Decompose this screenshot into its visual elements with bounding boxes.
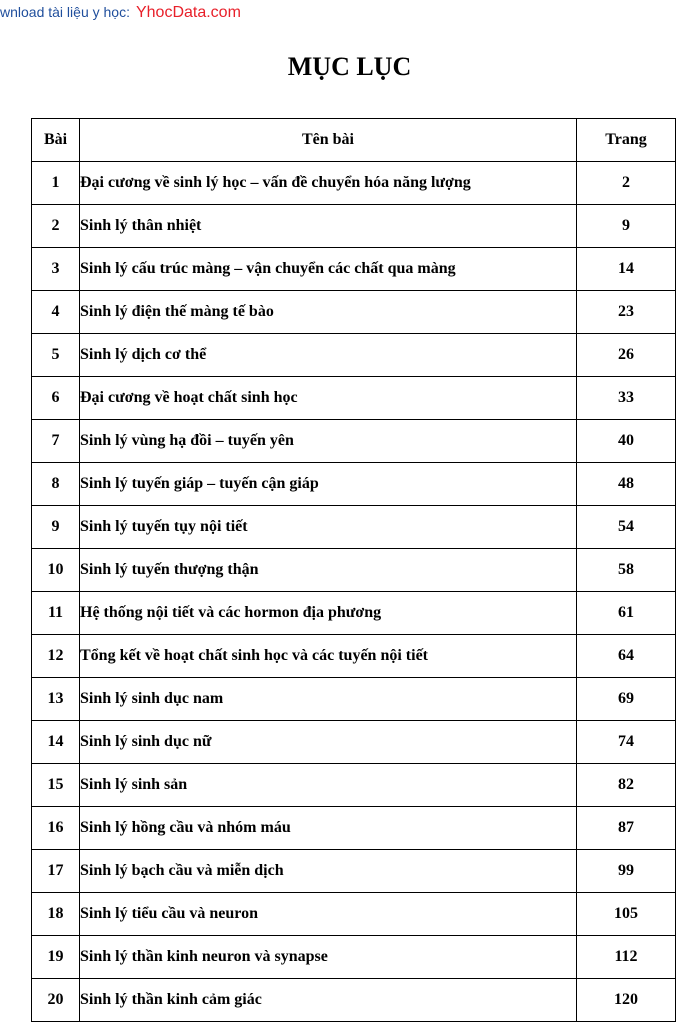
lesson-name: Sinh lý sinh dục nữ <box>80 721 577 764</box>
table-row <box>32 721 676 764</box>
header-lesson-number: Bài <box>32 119 80 162</box>
table-row <box>32 162 676 205</box>
table-row <box>32 979 676 1022</box>
table-row <box>32 764 676 807</box>
page-number: 58 <box>577 549 676 592</box>
lesson-number: 10 <box>32 549 80 592</box>
lesson-number: 20 <box>32 979 80 1022</box>
lesson-number: 3 <box>32 248 80 291</box>
header-page: Trang <box>577 119 676 162</box>
page-number: 33 <box>577 377 676 420</box>
page-number: 2 <box>577 162 676 205</box>
page-title: MỤC LỤC <box>287 52 412 81</box>
page-number: 99 <box>577 850 676 893</box>
lesson-number: 2 <box>32 205 80 248</box>
page-number: 48 <box>577 463 676 506</box>
table-row <box>32 248 676 291</box>
lesson-name: Đại cương về hoạt chất sinh học <box>80 377 577 420</box>
lesson-name: Sinh lý tuyến thượng thận <box>80 549 577 592</box>
page-number: 87 <box>577 807 676 850</box>
lesson-name: Sinh lý cấu trúc màng – vận chuyển các chất qua màng <box>80 248 577 291</box>
table-row <box>32 635 676 678</box>
lesson-number: 11 <box>32 592 80 635</box>
lesson-name: Sinh lý sinh dục nam <box>80 678 577 721</box>
watermark <box>0 2 241 22</box>
table-row <box>32 549 676 592</box>
page-number: 9 <box>577 205 676 248</box>
table-row <box>32 936 676 979</box>
table-row <box>32 291 676 334</box>
lesson-number: 4 <box>32 291 80 334</box>
lesson-number: 5 <box>32 334 80 377</box>
lesson-name: Hệ thống nội tiết và các hormon địa phương <box>80 592 577 635</box>
lesson-number: 6 <box>32 377 80 420</box>
page-number: 26 <box>577 334 676 377</box>
lesson-name: Sinh lý tiểu cầu và neuron <box>80 893 577 936</box>
page-number: 69 <box>577 678 676 721</box>
table-row <box>32 893 676 936</box>
toc-table <box>31 118 676 1022</box>
lesson-number: 9 <box>32 506 80 549</box>
page-number: 54 <box>577 506 676 549</box>
watermark-brand-link[interactable]: YhocData.com <box>135 4 241 21</box>
lesson-number: 14 <box>32 721 80 764</box>
lesson-number: 15 <box>32 764 80 807</box>
lesson-number: 12 <box>32 635 80 678</box>
lesson-name: Sinh lý thần kinh cảm giác <box>80 979 577 1022</box>
table-row <box>32 506 676 549</box>
lesson-name: Sinh lý thân nhiệt <box>80 205 577 248</box>
lesson-name: Sinh lý sinh sản <box>80 764 577 807</box>
table-row <box>32 592 676 635</box>
lesson-number: 13 <box>32 678 80 721</box>
table-row <box>32 807 676 850</box>
lesson-name: Sinh lý điện thế màng tế bào <box>80 291 577 334</box>
lesson-number: 19 <box>32 936 80 979</box>
lesson-number: 7 <box>32 420 80 463</box>
page-number: 14 <box>577 248 676 291</box>
watermark-prefix: wnload tài liệu y học: <box>0 4 130 20</box>
lesson-name: Sinh lý bạch cầu và miễn dịch <box>80 850 577 893</box>
page-number: 74 <box>577 721 676 764</box>
page-number: 112 <box>577 936 676 979</box>
lesson-name: Sinh lý tuyến tụy nội tiết <box>80 506 577 549</box>
page-number: 61 <box>577 592 676 635</box>
lesson-name: Sinh lý dịch cơ thể <box>80 334 577 377</box>
header-lesson-name: Tên bài <box>80 119 577 162</box>
lesson-number: 16 <box>32 807 80 850</box>
lesson-number: 18 <box>32 893 80 936</box>
table-row <box>32 334 676 377</box>
page-number: 40 <box>577 420 676 463</box>
lesson-name: Sinh lý thần kinh neuron và synapse <box>80 936 577 979</box>
lesson-name: Sinh lý hồng cầu và nhóm máu <box>80 807 577 850</box>
lesson-name: Tổng kết về hoạt chất sinh học và các tuyến nội tiết <box>80 635 577 678</box>
lesson-number: 17 <box>32 850 80 893</box>
lesson-name: Sinh lý tuyến giáp – tuyến cận giáp <box>80 463 577 506</box>
toc-body <box>32 162 676 1022</box>
table-row <box>32 205 676 248</box>
lesson-name: Sinh lý vùng hạ đồi – tuyến yên <box>80 420 577 463</box>
page-number: 23 <box>577 291 676 334</box>
page-number: 105 <box>577 893 676 936</box>
page-number: 64 <box>577 635 676 678</box>
table-row <box>32 463 676 506</box>
table-row <box>32 377 676 420</box>
lesson-name: Đại cương về sinh lý học – vấn đề chuyển hóa năng lượng <box>80 162 577 205</box>
page-number: 82 <box>577 764 676 807</box>
lesson-number: 8 <box>32 463 80 506</box>
table-row <box>32 420 676 463</box>
table-row <box>32 678 676 721</box>
table-row <box>32 850 676 893</box>
lesson-number: 1 <box>32 162 80 205</box>
page-number: 120 <box>577 979 676 1022</box>
toc-header-row <box>32 119 676 162</box>
